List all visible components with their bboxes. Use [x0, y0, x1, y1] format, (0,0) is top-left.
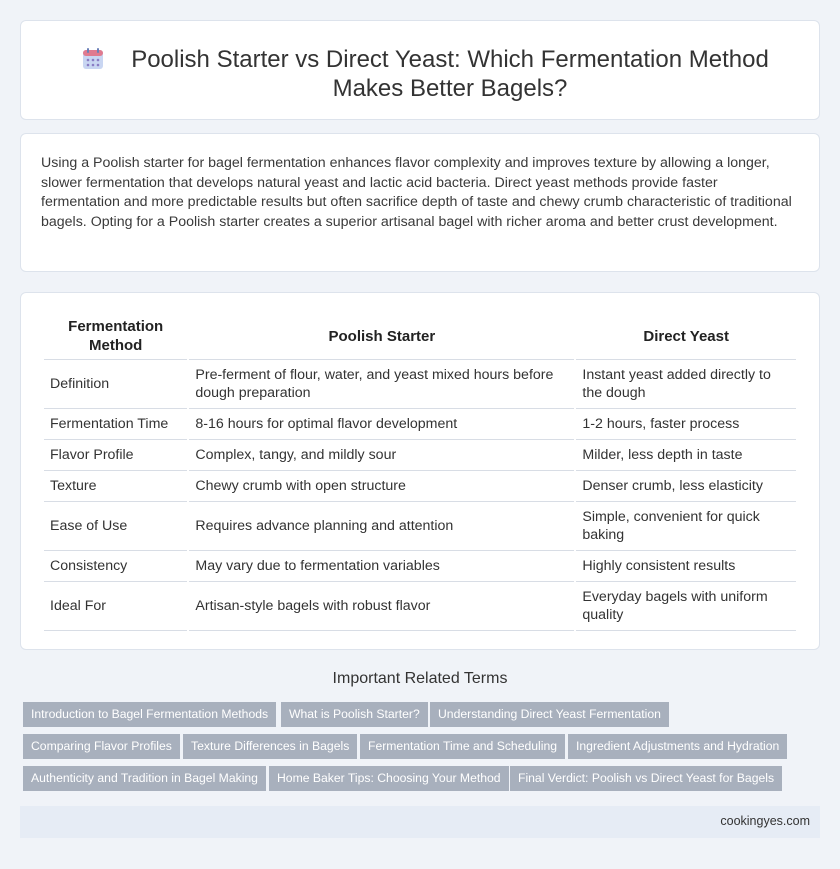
table-cell: Ease of Use — [44, 502, 187, 551]
table-cell: Fermentation Time — [44, 409, 187, 440]
page-title: Poolish Starter vs Direct Yeast: Which Fermentation Method Makes Better Bagels? — [131, 46, 769, 102]
related-terms-list — [23, 702, 823, 798]
table-cell: Highly consistent results — [576, 551, 796, 582]
table-cell: Flavor Profile — [44, 440, 187, 471]
footer — [20, 806, 820, 838]
related-term-tag[interactable]: Texture Differences in Bagels — [183, 734, 357, 759]
site-name[interactable]: cookingyes.com — [720, 814, 810, 828]
related-term-tag[interactable]: Comparing Flavor Profiles — [23, 734, 180, 759]
table-row — [44, 440, 796, 471]
column-header-poolish: Poolish Starter — [189, 313, 574, 360]
related-term-tag[interactable]: Fermentation Time and Scheduling — [360, 734, 565, 759]
table-header-row — [44, 313, 796, 360]
column-header-method: Fermentation Method — [44, 313, 187, 360]
table-cell: Definition — [44, 360, 187, 409]
table-cell: Requires advance planning and attention — [189, 502, 574, 551]
title-card — [20, 20, 820, 120]
table-cell: Ideal For — [44, 582, 187, 631]
table-cell: Pre-ferment of flour, water, and yeast mixed hours before dough preparation — [189, 360, 574, 409]
table-row — [44, 409, 796, 440]
comparison-table — [42, 313, 798, 631]
table-cell: Everyday bagels with uniform quality — [576, 582, 796, 631]
table-cell: Instant yeast added directly to the dough — [576, 360, 796, 409]
related-term-tag[interactable]: Final Verdict: Poolish vs Direct Yeast for Bagels — [510, 766, 782, 791]
related-term-tag[interactable]: Authenticity and Tradition in Bagel Making — [23, 766, 266, 791]
column-header-direct: Direct Yeast — [576, 313, 796, 360]
table-row — [44, 502, 796, 551]
table-cell: Milder, less depth in taste — [576, 440, 796, 471]
related-term-tag[interactable]: Home Baker Tips: Choosing Your Method — [269, 766, 509, 791]
related-term-tag[interactable]: What is Poolish Starter? — [281, 702, 428, 727]
table-row — [44, 360, 796, 409]
table-cell: Denser crumb, less elasticity — [576, 471, 796, 502]
table-cell: Complex, tangy, and mildly sour — [189, 440, 574, 471]
table-cell: Consistency — [44, 551, 187, 582]
related-terms-heading: Important Related Terms — [332, 670, 508, 687]
comparison-card — [20, 292, 820, 650]
related-term-tag[interactable]: Understanding Direct Yeast Fermentation — [430, 702, 669, 727]
related-term-tag[interactable]: Introduction to Bagel Fermentation Methods — [23, 702, 276, 727]
table-cell: May vary due to fermentation variables — [189, 551, 574, 582]
table-row — [44, 471, 796, 502]
table-cell: Artisan-style bagels with robust flavor — [189, 582, 574, 631]
related-term-tag[interactable]: Ingredient Adjustments and Hydration — [568, 734, 787, 759]
table-row — [44, 582, 796, 631]
table-cell: 1-2 hours, faster process — [576, 409, 796, 440]
table-cell: 8-16 hours for optimal flavor development — [189, 409, 574, 440]
table-row — [44, 551, 796, 582]
intro-paragraph: Using a Poolish starter for bagel fermentation enhances flavor complexity and improves texture by allowing a longer, slower fermentation that develops natural yeast and lactic acid bacteria. Direct yeast methods provide faster fermentation and more predictable results but often sacrifice depth of taste and chewy crumb characteristic of traditional bagels. Opting for a Poolish starter creates a superior artisanal bagel with richer aroma and better crust development. — [41, 155, 792, 230]
table-cell: Texture — [44, 471, 187, 502]
table-cell: Chewy crumb with open structure — [189, 471, 574, 502]
intro-card — [20, 133, 820, 272]
table-cell: Simple, convenient for quick baking — [576, 502, 796, 551]
